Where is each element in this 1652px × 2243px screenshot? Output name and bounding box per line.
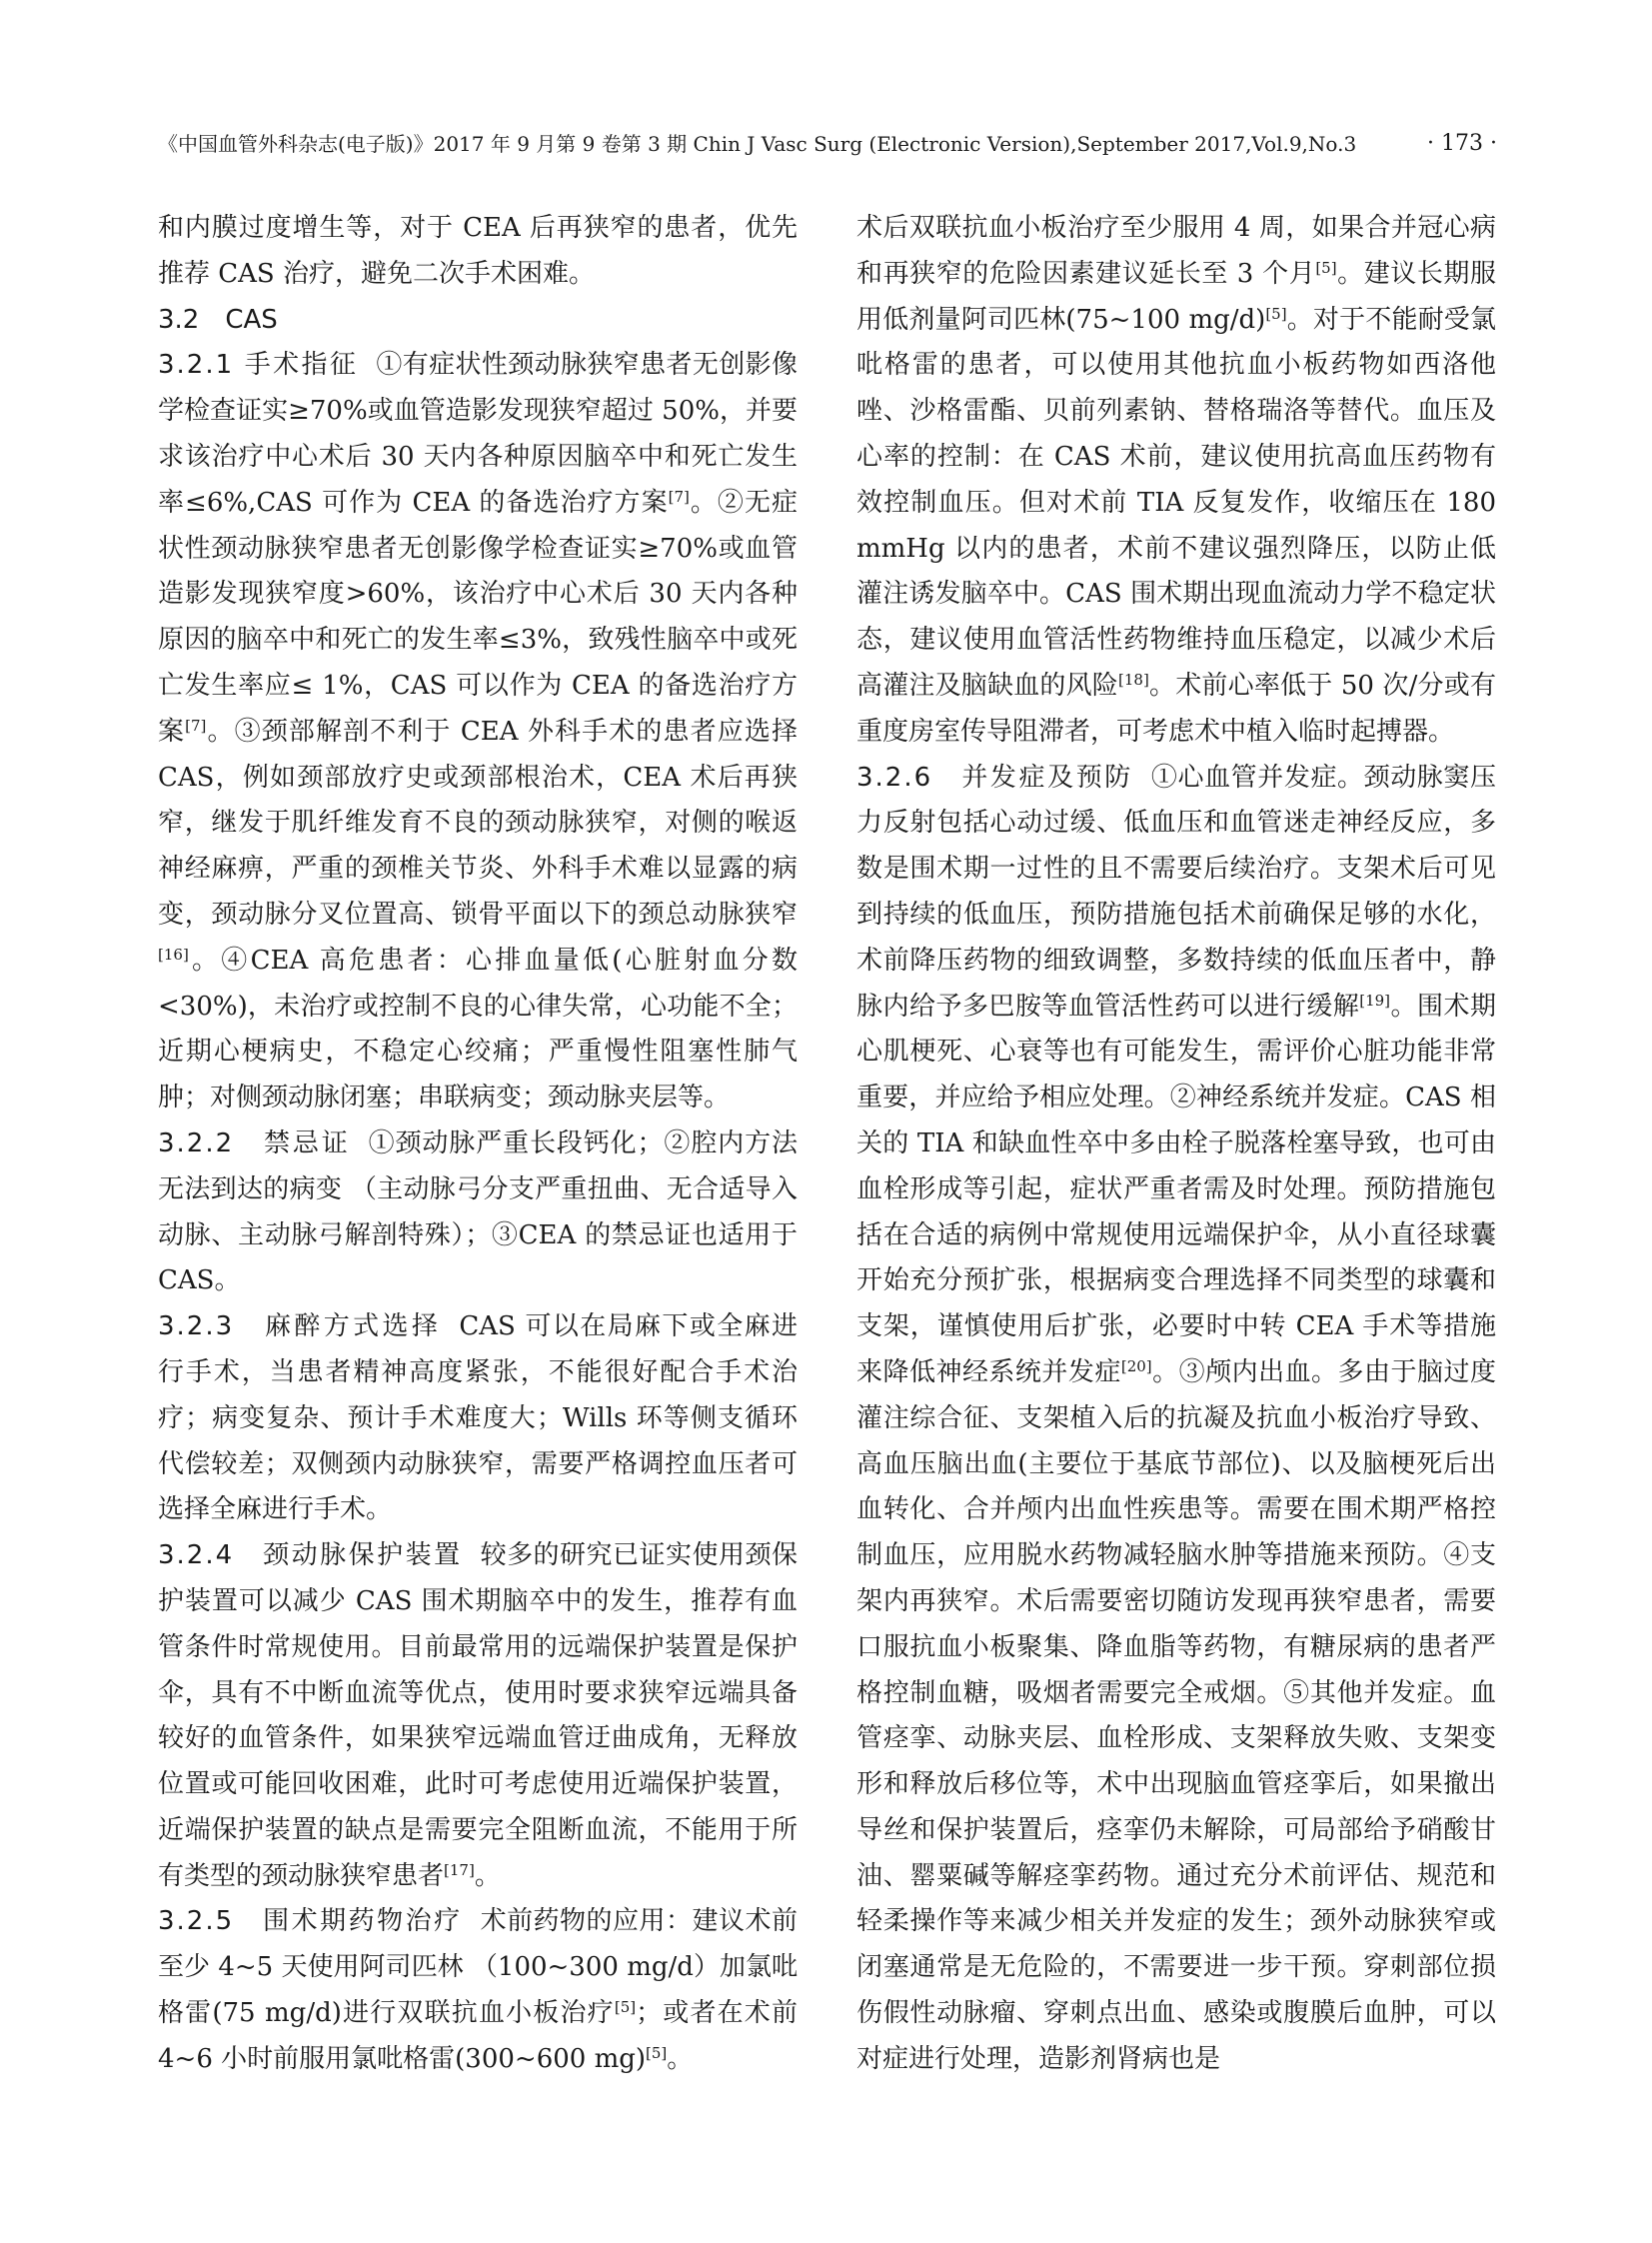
page-number: · 173 · xyxy=(1427,131,1497,156)
subsection-heading-3-2-4: 3.2.4 颈动脉保护装置 xyxy=(158,1540,463,1571)
text-run: 。围术期心肌梗死、心衰等也有可能发生，需评价心脏功能非常重要，并应给予相应处理。②神经系统并发症。CAS 相关的 TIA 和缺血性卒中多由栓子脱落栓塞导致，也可由血栓形成等引起，症状严重者需及时处理。预防措施包括在合适的病例中常规使用远端保护伞，从小直径球囊开始充分预扩张，根据病变合理选择不同类型的球囊和支架，谨慎使用后扩张，必要时中转 CEA 手术等措施来降低神经系统并发症 xyxy=(856,991,1496,1387)
text-run: 。④CEA 高危患者：心排血量低(心脏射血分数<30%)，未治疗或控制不良的心律失常，心功能不全；近期心梗病史，不稳定心绞痛；严重慢性阻塞性肺气肿；对侧颈动脉闭塞；串联病变；颈动脉夹层等。 xyxy=(158,945,798,1114)
citation: [19] xyxy=(1359,991,1391,1010)
text-run: ；或者在术前 4~6 小时前服用氯吡格雷(300~600 mg) xyxy=(158,1998,798,2074)
citation: [5] xyxy=(1315,258,1337,277)
paragraph-3-2-5 xyxy=(158,1899,798,2082)
left-column xyxy=(158,206,798,2083)
section-heading-3-2: 3.2 CAS xyxy=(158,304,278,335)
citation: [5] xyxy=(646,2043,668,2062)
text-run: 术后双联抗血小板治疗至少服用 4 周，如果合并冠心病和再狭窄的危险因素建议延长至 3 个月 xyxy=(856,213,1496,289)
text-run: CAS 可以在局麻下或全麻进行手术，当患者精神高度紧张，不能很好配合手术治疗；病变复杂、预计手术难度大；Wills 环等侧支循环代偿较差；双侧颈内动脉狭窄，需要严格调控血压者可选择全麻进行手术。 xyxy=(158,1311,798,1525)
text-run: 术前药物的应用：建议术前至少 4~5 天使用阿司匹林 （100~300 mg/d）加氯吡格雷(75 mg/d)进行双联抗血小板治疗 xyxy=(158,1906,798,2029)
text-run: 。 xyxy=(474,1860,501,1891)
text-run: 。术前心率低于 50 次/分或有重度房室传导阻滞者，可考虑术中植入临时起搏器。 xyxy=(856,670,1496,747)
subsection-heading-3-2-2: 3.2.2 禁忌证 xyxy=(158,1127,351,1158)
citation: [7] xyxy=(668,487,690,506)
citation: [18] xyxy=(1118,670,1149,689)
paragraph-3-2-3 xyxy=(158,1304,798,1533)
text-run: 。对于不能耐受氯吡格雷的患者，可以使用其他抗血小板药物如西洛他唑、沙格雷酯、贝前列素钠、替格瑞洛等替代。血压及心率的控制：在 CAS 术前，建议使用抗高血压药物有效控制血压。但对术前 TIA 反复发作，收缩压在 180 mmHg 以内的患者，术前不建议强烈降压，以防止低灌注诱发脑卒中。CAS 围术期出现血流动力学不稳定状态，建议使用血管活性药物维持血压稳定，以减少术后高灌注及脑缺血的风险 xyxy=(856,304,1496,701)
paragraph-3-2-6 xyxy=(856,756,1496,2083)
paragraph-3-2-5-cont xyxy=(856,206,1496,756)
text-run: ①有症状性颈动脉狭窄患者无创影像学检查证实≥70%或血管造影发现狭窄超过 50%，并要求该治疗中心术后 30 天内各种原因脑卒中和死亡发生率≤6%,CAS 可作为 CEA 的备选治疗方案 xyxy=(158,350,798,518)
citation: [5] xyxy=(614,1998,637,2017)
citation: [16] xyxy=(158,945,189,964)
citation: [17] xyxy=(444,1860,475,1879)
text-run: 。建议长期服用低剂量阿司匹林(75~100 mg/d) xyxy=(856,258,1496,335)
paragraph-3-2-2 xyxy=(158,1122,798,1304)
paragraph-3-2-4 xyxy=(158,1533,798,1899)
paragraph-3-2-1 xyxy=(158,343,798,1122)
citation: [5] xyxy=(1265,304,1287,323)
text-run: 。 xyxy=(667,2043,694,2074)
subsection-heading-3-2-5: 3.2.5 围术期药物治疗 xyxy=(158,1906,463,1937)
text-run: 。②无症状性颈动脉狭窄患者无创影像学检查证实≥70%或血管造影发现狭窄度>60%，该治疗中心术后 30 天内各种原因的脑卒中和死亡的发生率≤3%，致残性脑卒中或死亡发生率应≤ 1%，CAS 可以作为 CEA 的备选治疗方案 xyxy=(158,487,798,747)
citation: [7] xyxy=(185,716,207,735)
subsection-heading-3-2-1: 3.2.1 手术指征 xyxy=(158,350,359,381)
subsection-heading-3-2-6: 3.2.6 并发症及预防 xyxy=(856,762,1133,793)
subsection-heading-3-2-3: 3.2.3 麻醉方式选择 xyxy=(158,1311,442,1342)
citation: [20] xyxy=(1120,1356,1152,1375)
text-run: 。③颈部解剖不利于 CEA 外科手术的患者应选择 CAS，例如颈部放疗史或颈部根治术，CEA 术后再狭窄，继发于肌纤维发育不良的颈动脉狭窄，对侧的喉返神经麻痹，严重的颈椎关节炎、外科手术难以显露的病变，颈动脉分叉位置高、锁骨平面以下的颈总动脉狭窄 xyxy=(158,716,798,930)
right-column xyxy=(856,206,1496,2083)
text-run: 较多的研究已证实使用颈保护装置可以减少 CAS 围术期脑卒中的发生，推荐有血管条件时常规使用。目前最常用的远端保护装置是保护伞，具有不中断血流等优点，使用时要求狭窄远端具备较好的血管条件，如果狭窄远端血管迂曲成角，无释放位置或可能回收困难，此时可考虑使用近端保护装置，近端保护装置的缺点是需要完全阻断血流，不能用于所有类型的颈动脉狭窄患者 xyxy=(158,1540,798,1891)
text-run: ①心血管并发症。颈动脉窦压力反射包括心动过缓、低血压和血管迷走神经反应，多数是围术期一过性的且不需要后续治疗。支架术后可见到持续的低血压，预防措施包括术前确保足够的水化，术前降压药物的细致调整，多数持续的低血压者中，静脉内给予多巴胺等血管活性药可以进行缓解 xyxy=(856,762,1496,1022)
text-run: 。③颅内出血。多由于脑过度灌注综合征、支架植入后的抗凝及抗血小板治疗导致、高血压脑出血(主要位于基底节部位)、以及脑梗死后出血转化、合并颅内出血性疾患等。需要在围术期严格控制血压，应用脱水药物减轻脑水肿等措施来预防。④支架内再狭窄。术后需要密切随访发现再狭窄患者，需要口服抗血小板聚集、降血脂等药物，有糖尿病的患者严格控制血糖，吸烟者需要完全戒烟。⑤其他并发症。血管痉挛、动脉夹层、血栓形成、支架释放失败、支架变形和释放后移位等，术中出现脑血管痉挛后，如果撤出导丝和保护装置后，痉挛仍未解除，可局部给予硝酸甘油、罂粟碱等解痉挛药物。通过充分术前评估、规范和轻柔操作等来减少相关并发症的发生；颈外动脉狭窄或闭塞通常是无危险的，不需要进一步干预。穿刺部位损伤假性动脉瘤、穿刺点出血、感染或腹膜后血肿，可以对症进行处理，造影剂肾病也是 xyxy=(856,1356,1496,2074)
text-run: ①颈动脉严重长段钙化；②腔内方法无法到达的病变 （主动脉弓分支严重扭曲、无合适导入动脉、主动脉弓解剖特殊）；③CEA 的禁忌证也适用于 CAS。 xyxy=(158,1127,798,1296)
running-header: 《中国血管外科杂志(电子版)》2017 年 9 月第 9 卷第 3 期 Chin J Vasc Surg (Electronic Version),September 2017,Vol.9,No.3 xyxy=(158,132,1357,156)
paragraph-intro: 和内膜过度增生等，对于 CEA 后再狭窄的患者，优先推荐 CAS 治疗，避免二次手术困难。 xyxy=(158,213,798,289)
